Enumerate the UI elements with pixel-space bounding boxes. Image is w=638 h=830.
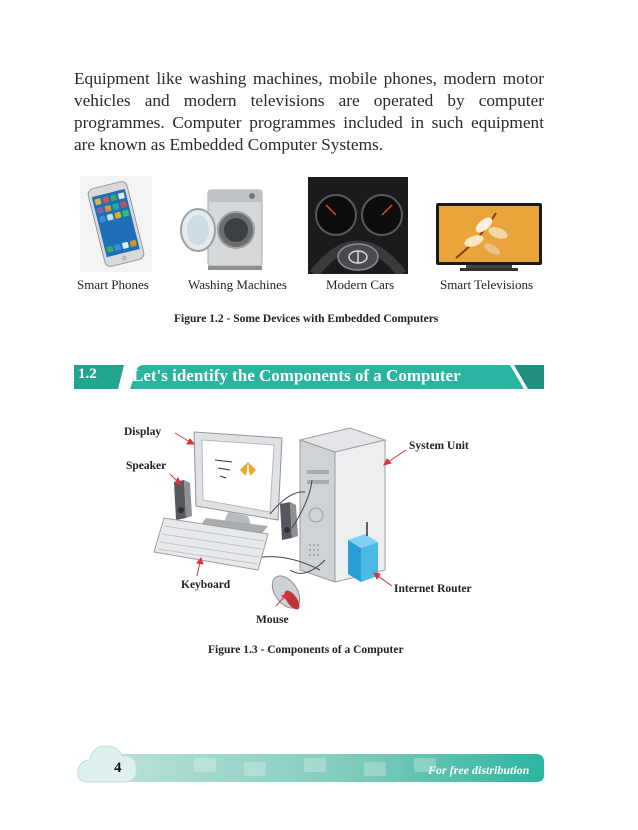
intro-paragraph: Equipment like washing machines, mobile phones, modern motor vehicles and modern televisions are operated by computer programmes. Computer programmes included in such equipment are known as Embedded Computer Systems. xyxy=(74,69,544,154)
television-image xyxy=(436,203,542,273)
device-label-smart-televisions: Smart Televisions xyxy=(440,277,534,292)
page-number: 4 xyxy=(114,760,122,776)
figure-1-3-caption: Figure 1.3 - Components of a Computer xyxy=(208,644,404,656)
section-number: 1.2 xyxy=(78,366,97,382)
car-dashboard-image xyxy=(308,177,408,274)
device-label-modern-cars: Modern Cars xyxy=(326,277,395,292)
monitor-image xyxy=(194,432,282,536)
device-label-washing-machines: Washing Machines xyxy=(188,277,287,292)
label-internet-router: Internet Router xyxy=(394,583,472,595)
figure-1-2-caption: Figure 1.2 - Some Devices with Embedded Computers xyxy=(174,313,439,325)
label-system-unit: System Unit xyxy=(409,440,469,452)
label-speaker: Speaker xyxy=(126,460,167,472)
left-speaker-image xyxy=(174,480,192,520)
mouse-image xyxy=(267,571,306,613)
section-title: Let's identify the Components of a Computer xyxy=(132,366,461,385)
washing-machine-image xyxy=(178,186,266,272)
label-mouse: Mouse xyxy=(256,614,289,626)
device-label-smart-phones: Smart Phones xyxy=(77,277,149,292)
label-keyboard: Keyboard xyxy=(181,579,231,591)
smartphone-image xyxy=(80,176,152,272)
footer-note: For free distribution xyxy=(428,763,530,777)
right-speaker-image xyxy=(280,502,298,540)
label-display: Display xyxy=(124,426,162,438)
